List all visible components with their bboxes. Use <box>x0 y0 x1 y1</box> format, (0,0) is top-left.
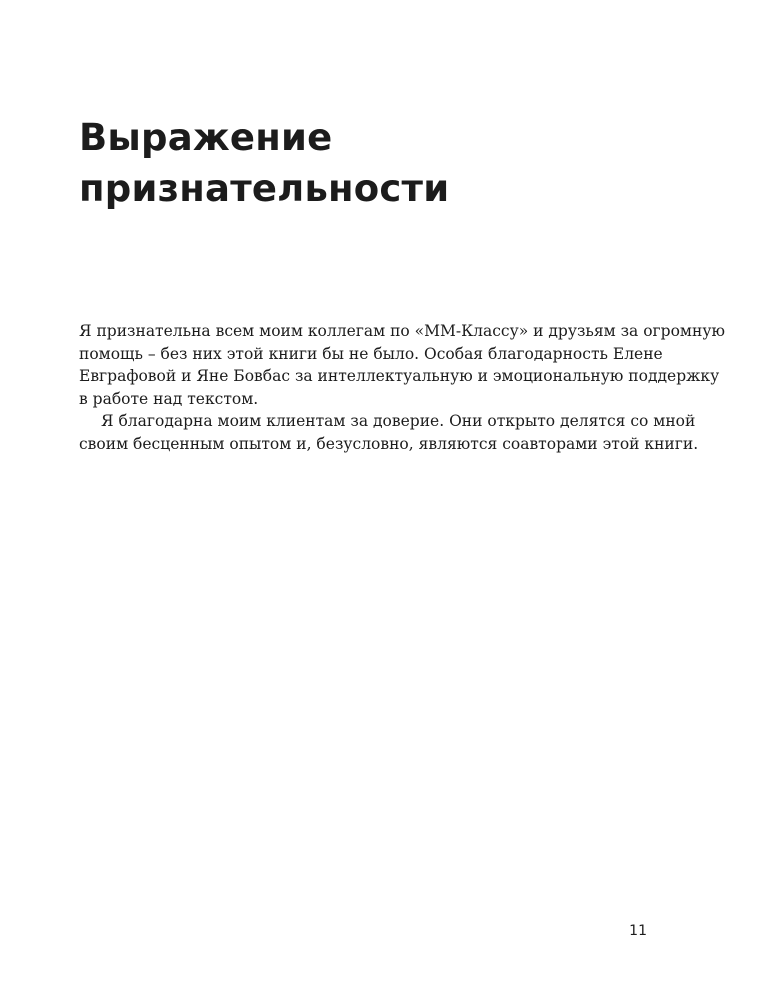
paragraph-1-line-2: помощь – без них этой книги бы не было. Особая благодарность Елене <box>79 344 663 363</box>
chapter-title-line-1: Выражение <box>79 116 333 159</box>
page-number: 11 <box>629 923 647 939</box>
chapter-title-line-2: признательности <box>79 167 450 210</box>
chapter-title <box>79 112 639 214</box>
paragraph-1-line-4: в работе над текстом. <box>79 389 259 408</box>
paragraph-1 <box>79 320 725 410</box>
paragraph-1-line-3: Евграфовой и Яне Бовбас за интеллектуальную и эмоциональную поддержку <box>79 367 720 385</box>
paragraph-2-line-2: своим бесценным опытом и, безусловно, являются соавторами этой книги. <box>79 434 699 453</box>
paragraph-1-line-1: Я признательна всем моим коллегам по «ММ-Классу» и друзьям за огромную <box>79 322 725 340</box>
paragraph-2-line-1: Я благодарна моим клиентам за доверие. Они открыто делятся со мной <box>101 412 696 430</box>
paragraph-2 <box>79 410 699 455</box>
body-text <box>79 320 725 455</box>
